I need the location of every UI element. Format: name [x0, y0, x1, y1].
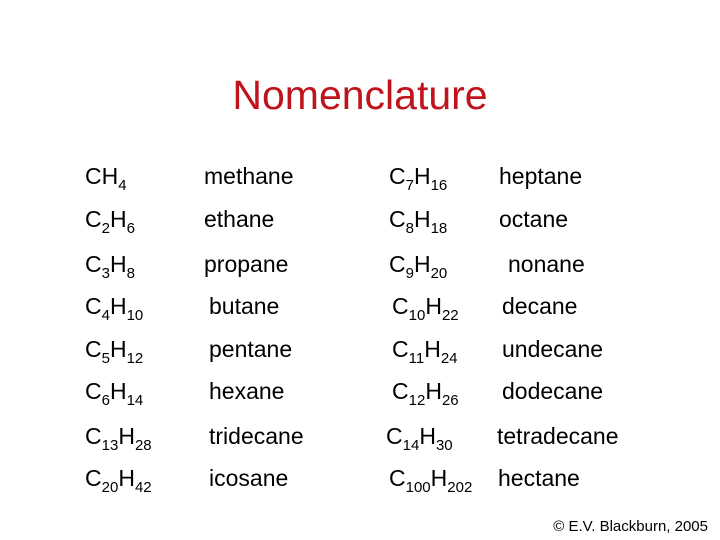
carbon-symbol: C: [392, 293, 409, 319]
right-formula: [392, 335, 458, 367]
hydrogen-count: 20: [430, 265, 448, 282]
carbon-symbol: C: [85, 293, 102, 319]
left-name: propane: [204, 251, 289, 277]
left-formula: [85, 292, 144, 324]
carbon-symbol: C: [85, 163, 102, 189]
carbon-count: 3: [101, 265, 110, 282]
hydrogen-symbol: H: [425, 293, 442, 319]
hydrogen-symbol: H: [118, 423, 135, 449]
carbon-symbol: C: [389, 163, 406, 189]
right-formula: [386, 422, 453, 454]
carbon-symbol: C: [85, 423, 102, 449]
carbon-count: 7: [405, 177, 414, 194]
hydrogen-symbol: H: [425, 378, 442, 404]
carbon-count: 13: [101, 437, 119, 454]
left-formula: [85, 205, 135, 237]
carbon-symbol: C: [85, 251, 102, 277]
hydrogen-symbol: H: [109, 206, 127, 232]
hydrogen-count: 4: [118, 177, 127, 194]
left-name: butane: [209, 293, 280, 319]
carbon-symbol: C: [386, 423, 403, 449]
right-formula: [389, 250, 448, 282]
hydrogen-count: 18: [430, 220, 448, 237]
hydrogen-symbol: H: [118, 465, 135, 491]
left-formula: [85, 464, 152, 496]
carbon-count: 14: [402, 437, 420, 454]
right-formula: [389, 464, 473, 496]
hydrogen-symbol: H: [424, 336, 441, 362]
right-name: heptane: [499, 163, 583, 189]
hydrogen-symbol: H: [109, 336, 127, 362]
carbon-symbol: C: [389, 206, 406, 232]
hydrogen-count: 22: [441, 307, 459, 324]
hydrogen-count: 8: [126, 265, 135, 282]
carbon-symbol: C: [85, 465, 102, 491]
carbon-symbol: C: [392, 378, 409, 404]
carbon-count: 11: [408, 350, 425, 367]
hydrogen-symbol: H: [109, 251, 127, 277]
left-formula: [85, 377, 144, 409]
carbon-symbol: C: [389, 251, 406, 277]
slide-title: [0, 70, 720, 120]
right-name: hectane: [498, 465, 580, 491]
hydrogen-count: 6: [126, 220, 135, 237]
hydrogen-count: 24: [440, 350, 458, 367]
hydrogen-count: 30: [435, 437, 453, 454]
hydrogen-count: 10: [126, 307, 144, 324]
carbon-symbol: C: [85, 378, 102, 404]
hydrogen-symbol: H: [430, 465, 448, 491]
right-formula: [389, 162, 448, 194]
copyright-notice: © E.V. Blackburn, 2005: [553, 518, 708, 535]
hydrogen-symbol: H: [413, 206, 431, 232]
left-formula: [85, 250, 135, 282]
carbon-symbol: C: [85, 336, 102, 362]
right-formula: [389, 205, 448, 237]
left-name: hexane: [209, 378, 285, 404]
carbon-count: 2: [101, 220, 110, 237]
hydrogen-count: 28: [134, 437, 152, 454]
carbon-symbol: C: [392, 336, 409, 362]
carbon-count: 5: [101, 350, 110, 367]
hydrogen-symbol: H: [101, 163, 119, 189]
carbon-count: 8: [405, 220, 414, 237]
carbon-count: 4: [101, 307, 110, 324]
left-formula: [85, 422, 152, 454]
right-name: dodecane: [502, 378, 604, 404]
right-name: octane: [499, 206, 569, 232]
hydrogen-symbol: H: [413, 251, 431, 277]
carbon-count: 100: [405, 479, 431, 496]
left-name: tridecane: [209, 423, 304, 449]
left-name: icosane: [209, 465, 289, 491]
hydrogen-symbol: H: [109, 293, 127, 319]
hydrogen-count: 42: [134, 479, 152, 496]
carbon-symbol: C: [85, 206, 102, 232]
hydrogen-symbol: H: [109, 378, 127, 404]
left-name: pentane: [209, 336, 293, 362]
right-name: undecane: [502, 336, 604, 362]
hydrogen-count: 14: [126, 392, 144, 409]
carbon-count: 20: [101, 479, 119, 496]
right-name: nonane: [508, 251, 585, 277]
slide-title-text: Nomenclature: [232, 72, 488, 118]
carbon-count: 12: [408, 392, 426, 409]
right-formula: [392, 377, 459, 409]
hydrogen-count: 202: [447, 479, 473, 496]
carbon-count: 6: [101, 392, 110, 409]
right-formula: [392, 292, 459, 324]
left-name: methane: [204, 163, 294, 189]
carbon-count: 10: [408, 307, 426, 324]
hydrogen-count: 16: [430, 177, 448, 194]
carbon-count: 9: [405, 265, 414, 282]
left-formula: [85, 335, 144, 367]
hydrogen-count: 26: [441, 392, 459, 409]
carbon-symbol: C: [389, 465, 406, 491]
hydrogen-symbol: H: [413, 163, 431, 189]
left-name: ethane: [204, 206, 275, 232]
hydrogen-symbol: H: [419, 423, 436, 449]
right-name: tetradecane: [497, 423, 619, 449]
right-name: decane: [502, 293, 578, 319]
hydrogen-count: 12: [126, 350, 144, 367]
left-formula: [85, 162, 127, 194]
